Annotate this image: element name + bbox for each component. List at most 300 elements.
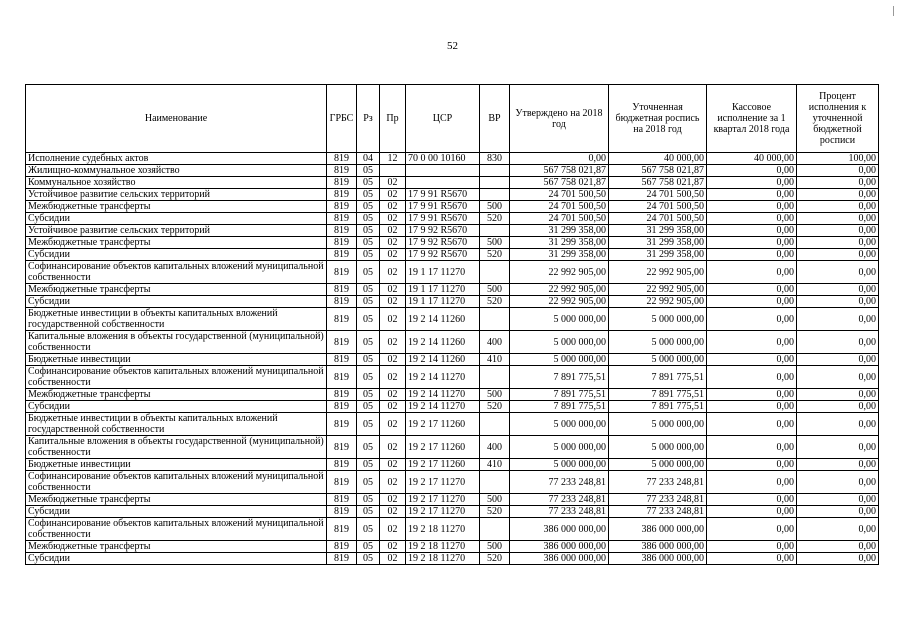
cell-vr: 500: [480, 541, 510, 553]
cell-refined: 7 891 775,51: [609, 389, 707, 401]
cell-percent: 0,00: [797, 518, 879, 541]
cell-cash: 0,00: [707, 436, 797, 459]
cell-percent: 0,00: [797, 213, 879, 225]
header-cash: Кассовое исполнение за 1 квартал 2018 года: [707, 85, 797, 153]
table-row: [26, 296, 879, 308]
cell-name: Устойчивое развитие сельских территорий: [26, 225, 327, 237]
cell-rz: 05: [357, 541, 380, 553]
cell-approved: 22 992 905,00: [510, 284, 609, 296]
cell-pr: 02: [380, 389, 406, 401]
cell-vr: [480, 165, 510, 177]
cell-refined: 386 000 000,00: [609, 518, 707, 541]
cell-pr: 02: [380, 189, 406, 201]
table-row: [26, 177, 879, 189]
cell-rz: 05: [357, 354, 380, 366]
cell-vr: 500: [480, 389, 510, 401]
cell-rz: 05: [357, 177, 380, 189]
cell-pr: 02: [380, 296, 406, 308]
cell-refined: 31 299 358,00: [609, 237, 707, 249]
cell-approved: 24 701 500,50: [510, 201, 609, 213]
cell-refined: 24 701 500,50: [609, 189, 707, 201]
cell-approved: 22 992 905,00: [510, 296, 609, 308]
cell-rz: 05: [357, 284, 380, 296]
cell-name: Субсидии: [26, 296, 327, 308]
table-row: [26, 354, 879, 366]
cell-percent: 0,00: [797, 494, 879, 506]
cell-cash: 0,00: [707, 249, 797, 261]
cell-approved: 567 758 021,87: [510, 177, 609, 189]
cell-name: Межбюджетные трансферты: [26, 494, 327, 506]
cell-percent: 0,00: [797, 541, 879, 553]
cell-pr: [380, 165, 406, 177]
cell-vr: 400: [480, 331, 510, 354]
cell-refined: 24 701 500,50: [609, 201, 707, 213]
cell-pr: 02: [380, 201, 406, 213]
cell-cash: 0,00: [707, 506, 797, 518]
cell-pr: 02: [380, 506, 406, 518]
header-refined: Уточненная бюджетная роспись на 2018 год: [609, 85, 707, 153]
cell-rz: 05: [357, 249, 380, 261]
cell-percent: 0,00: [797, 413, 879, 436]
cell-approved: 5 000 000,00: [510, 436, 609, 459]
cell-rz: 05: [357, 331, 380, 354]
cell-percent: 0,00: [797, 471, 879, 494]
cell-approved: 24 701 500,50: [510, 189, 609, 201]
cell-grbs: 819: [327, 366, 357, 389]
cell-csr: 19 2 14 11270: [406, 366, 480, 389]
cell-cash: 0,00: [707, 189, 797, 201]
cell-cash: 0,00: [707, 284, 797, 296]
cell-cash: 0,00: [707, 165, 797, 177]
cell-csr: 19 2 18 11270: [406, 541, 480, 553]
cell-vr: 400: [480, 436, 510, 459]
cell-csr: 19 2 17 11270: [406, 494, 480, 506]
cell-cash: 0,00: [707, 177, 797, 189]
cell-cash: 0,00: [707, 213, 797, 225]
cell-csr: 19 2 14 11260: [406, 354, 480, 366]
cell-vr: 520: [480, 213, 510, 225]
cell-refined: 77 233 248,81: [609, 494, 707, 506]
cell-percent: 100,00: [797, 153, 879, 165]
cell-refined: 386 000 000,00: [609, 553, 707, 565]
cell-percent: 0,00: [797, 165, 879, 177]
cell-csr: 70 0 00 10160: [406, 153, 480, 165]
cell-name: Капитальные вложения в объекты государственной (муниципальной) собственности: [26, 331, 327, 354]
cell-approved: 5 000 000,00: [510, 413, 609, 436]
header-percent: Процент исполнения к уточненной бюджетной росписи: [797, 85, 879, 153]
cell-name: Межбюджетные трансферты: [26, 541, 327, 553]
cell-percent: 0,00: [797, 261, 879, 284]
cell-approved: 31 299 358,00: [510, 249, 609, 261]
cell-percent: 0,00: [797, 459, 879, 471]
cell-csr: 17 9 92 R5670: [406, 225, 480, 237]
cell-approved: 5 000 000,00: [510, 308, 609, 331]
cell-name: Субсидии: [26, 553, 327, 565]
cell-pr: 02: [380, 366, 406, 389]
cell-approved: 31 299 358,00: [510, 225, 609, 237]
cell-grbs: 819: [327, 331, 357, 354]
cell-vr: [480, 471, 510, 494]
table-body: [26, 153, 879, 565]
cell-vr: 520: [480, 296, 510, 308]
cell-grbs: 819: [327, 459, 357, 471]
cell-percent: 0,00: [797, 553, 879, 565]
cell-pr: 02: [380, 436, 406, 459]
table-row: [26, 518, 879, 541]
cell-name: Межбюджетные трансферты: [26, 201, 327, 213]
cell-name: Межбюджетные трансферты: [26, 237, 327, 249]
cell-refined: 5 000 000,00: [609, 331, 707, 354]
cell-vr: 500: [480, 494, 510, 506]
cell-rz: 05: [357, 389, 380, 401]
cell-pr: 02: [380, 413, 406, 436]
cell-rz: 05: [357, 261, 380, 284]
cell-cash: 40 000,00: [707, 153, 797, 165]
table-row: [26, 284, 879, 296]
cell-name: Софинансирование объектов капитальных вложений муниципальной собственности: [26, 518, 327, 541]
cell-rz: 05: [357, 366, 380, 389]
cell-percent: 0,00: [797, 401, 879, 413]
cell-rz: 05: [357, 165, 380, 177]
cell-cash: 0,00: [707, 237, 797, 249]
cell-refined: 5 000 000,00: [609, 308, 707, 331]
cell-grbs: 819: [327, 284, 357, 296]
cell-name: Субсидии: [26, 213, 327, 225]
table-row: [26, 261, 879, 284]
cell-rz: 05: [357, 401, 380, 413]
cell-approved: 386 000 000,00: [510, 553, 609, 565]
cell-csr: 19 2 18 11270: [406, 553, 480, 565]
cell-percent: 0,00: [797, 436, 879, 459]
cell-rz: 05: [357, 471, 380, 494]
cell-csr: 19 2 17 11260: [406, 413, 480, 436]
cell-vr: [480, 189, 510, 201]
table-row: [26, 213, 879, 225]
cell-vr: 520: [480, 249, 510, 261]
header-rz: Рз: [357, 85, 380, 153]
cell-name: Субсидии: [26, 506, 327, 518]
cell-pr: 02: [380, 541, 406, 553]
table-row: [26, 189, 879, 201]
cell-percent: 0,00: [797, 189, 879, 201]
cell-vr: 520: [480, 553, 510, 565]
cell-csr: [406, 165, 480, 177]
cell-rz: 05: [357, 459, 380, 471]
cell-pr: 02: [380, 308, 406, 331]
cell-name: Софинансирование объектов капитальных вложений муниципальной собственности: [26, 366, 327, 389]
cell-approved: 7 891 775,51: [510, 389, 609, 401]
cell-percent: 0,00: [797, 249, 879, 261]
budget-execution-table: [25, 84, 879, 565]
header-name: Наименование: [26, 85, 327, 153]
cell-pr: 02: [380, 553, 406, 565]
cell-rz: 05: [357, 237, 380, 249]
cell-vr: 410: [480, 354, 510, 366]
cell-grbs: 819: [327, 518, 357, 541]
header-approved: Утверждено на 2018 год: [510, 85, 609, 153]
table-row: [26, 553, 879, 565]
table-row: [26, 436, 879, 459]
cell-vr: 410: [480, 459, 510, 471]
cell-grbs: 819: [327, 237, 357, 249]
page-number: 52: [447, 40, 458, 52]
cell-grbs: 819: [327, 296, 357, 308]
cell-name: Капитальные вложения в объекты государственной (муниципальной) собственности: [26, 436, 327, 459]
cell-refined: 567 758 021,87: [609, 165, 707, 177]
cell-vr: [480, 261, 510, 284]
cell-cash: 0,00: [707, 225, 797, 237]
cell-csr: 19 2 17 11260: [406, 436, 480, 459]
cell-vr: [480, 413, 510, 436]
table-row: [26, 225, 879, 237]
cell-grbs: 819: [327, 553, 357, 565]
cell-pr: 02: [380, 354, 406, 366]
cell-csr: 17 9 92 R5670: [406, 249, 480, 261]
cell-percent: 0,00: [797, 237, 879, 249]
cell-name: Бюджетные инвестиции в объекты капитальных вложений государственной собственности: [26, 413, 327, 436]
cell-cash: 0,00: [707, 261, 797, 284]
cell-csr: 19 2 14 11270: [406, 389, 480, 401]
cell-vr: [480, 308, 510, 331]
cell-rz: 05: [357, 189, 380, 201]
cell-csr: 19 1 17 11270: [406, 261, 480, 284]
cell-refined: 5 000 000,00: [609, 459, 707, 471]
cell-approved: 5 000 000,00: [510, 354, 609, 366]
cell-percent: 0,00: [797, 331, 879, 354]
cell-refined: 7 891 775,51: [609, 366, 707, 389]
cell-csr: 19 2 14 11260: [406, 308, 480, 331]
cell-percent: 0,00: [797, 354, 879, 366]
cell-vr: [480, 225, 510, 237]
cell-refined: 5 000 000,00: [609, 354, 707, 366]
cell-rz: 05: [357, 553, 380, 565]
cell-approved: 386 000 000,00: [510, 518, 609, 541]
cell-grbs: 819: [327, 471, 357, 494]
cell-cash: 0,00: [707, 401, 797, 413]
cell-refined: 77 233 248,81: [609, 471, 707, 494]
table-row: [26, 459, 879, 471]
cell-vr: [480, 177, 510, 189]
cell-approved: 22 992 905,00: [510, 261, 609, 284]
cell-percent: 0,00: [797, 225, 879, 237]
cell-vr: 500: [480, 284, 510, 296]
cell-grbs: 819: [327, 165, 357, 177]
cell-csr: 17 9 91 R5670: [406, 189, 480, 201]
cell-csr: 19 2 17 11270: [406, 471, 480, 494]
header-vr: ВР: [480, 85, 510, 153]
cell-percent: 0,00: [797, 177, 879, 189]
header-csr: ЦСР: [406, 85, 480, 153]
cell-vr: 500: [480, 237, 510, 249]
cell-approved: 31 299 358,00: [510, 237, 609, 249]
table-row: [26, 389, 879, 401]
cell-pr: 02: [380, 401, 406, 413]
cell-cash: 0,00: [707, 308, 797, 331]
cell-refined: 40 000,00: [609, 153, 707, 165]
cell-csr: 19 2 14 11260: [406, 331, 480, 354]
cell-name: Субсидии: [26, 401, 327, 413]
cell-pr: 02: [380, 249, 406, 261]
cell-cash: 0,00: [707, 471, 797, 494]
cell-pr: 02: [380, 213, 406, 225]
cell-name: Субсидии: [26, 249, 327, 261]
cell-csr: 17 9 91 R5670: [406, 201, 480, 213]
cell-name: Межбюджетные трансферты: [26, 284, 327, 296]
cell-grbs: 819: [327, 541, 357, 553]
cell-name: Бюджетные инвестиции в объекты капитальных вложений государственной собственности: [26, 308, 327, 331]
table-row: [26, 471, 879, 494]
cell-refined: 31 299 358,00: [609, 225, 707, 237]
cell-pr: 02: [380, 494, 406, 506]
cell-pr: 02: [380, 261, 406, 284]
cell-rz: 05: [357, 413, 380, 436]
cell-pr: 02: [380, 177, 406, 189]
cell-grbs: 819: [327, 354, 357, 366]
cell-cash: 0,00: [707, 459, 797, 471]
table-row: [26, 366, 879, 389]
cell-pr: 12: [380, 153, 406, 165]
cell-grbs: 819: [327, 249, 357, 261]
cell-cash: 0,00: [707, 201, 797, 213]
table-row: [26, 331, 879, 354]
cell-cash: 0,00: [707, 494, 797, 506]
cell-percent: 0,00: [797, 296, 879, 308]
cell-grbs: 819: [327, 201, 357, 213]
cell-cash: 0,00: [707, 518, 797, 541]
cell-refined: 24 701 500,50: [609, 213, 707, 225]
cell-csr: 19 1 17 11270: [406, 296, 480, 308]
cell-name: Софинансирование объектов капитальных вложений муниципальной собственности: [26, 471, 327, 494]
cell-rz: 05: [357, 436, 380, 459]
table-header-row: [26, 85, 879, 153]
cell-name: Устойчивое развитие сельских территорий: [26, 189, 327, 201]
cell-name: Жилищно-коммунальное хозяйство: [26, 165, 327, 177]
cell-pr: 02: [380, 237, 406, 249]
cell-approved: 7 891 775,51: [510, 366, 609, 389]
cell-grbs: 819: [327, 189, 357, 201]
cell-cash: 0,00: [707, 413, 797, 436]
cell-refined: 22 992 905,00: [609, 261, 707, 284]
cell-refined: 22 992 905,00: [609, 284, 707, 296]
cell-pr: 02: [380, 518, 406, 541]
cell-rz: 05: [357, 506, 380, 518]
table-row: [26, 308, 879, 331]
cell-grbs: 819: [327, 153, 357, 165]
cell-grbs: 819: [327, 436, 357, 459]
cell-approved: 0,00: [510, 153, 609, 165]
cell-rz: 05: [357, 308, 380, 331]
cell-percent: 0,00: [797, 284, 879, 296]
cell-pr: 02: [380, 471, 406, 494]
cell-percent: 0,00: [797, 308, 879, 331]
cell-refined: 31 299 358,00: [609, 249, 707, 261]
cell-percent: 0,00: [797, 366, 879, 389]
cell-refined: 386 000 000,00: [609, 541, 707, 553]
cell-refined: 77 233 248,81: [609, 506, 707, 518]
table-row: [26, 249, 879, 261]
cell-name: Бюджетные инвестиции: [26, 354, 327, 366]
cell-refined: 7 891 775,51: [609, 401, 707, 413]
cell-refined: 567 758 021,87: [609, 177, 707, 189]
cell-name: Исполнение судебных актов: [26, 153, 327, 165]
cell-rz: 05: [357, 213, 380, 225]
cell-grbs: 819: [327, 494, 357, 506]
cell-approved: 7 891 775,51: [510, 401, 609, 413]
cell-approved: 24 701 500,50: [510, 213, 609, 225]
cell-rz: 05: [357, 225, 380, 237]
cell-approved: 386 000 000,00: [510, 541, 609, 553]
cell-percent: 0,00: [797, 201, 879, 213]
table-row: [26, 165, 879, 177]
cell-name: Коммунальное хозяйство: [26, 177, 327, 189]
cell-grbs: 819: [327, 389, 357, 401]
table-row: [26, 413, 879, 436]
cell-name: Бюджетные инвестиции: [26, 459, 327, 471]
cell-vr: 520: [480, 506, 510, 518]
cell-approved: 77 233 248,81: [510, 506, 609, 518]
cell-name: Межбюджетные трансферты: [26, 389, 327, 401]
cell-pr: 02: [380, 459, 406, 471]
cell-percent: 0,00: [797, 506, 879, 518]
cell-grbs: 819: [327, 506, 357, 518]
cell-cash: 0,00: [707, 354, 797, 366]
table-row: [26, 506, 879, 518]
cell-grbs: 819: [327, 413, 357, 436]
cell-cash: 0,00: [707, 366, 797, 389]
cell-approved: 77 233 248,81: [510, 471, 609, 494]
cell-pr: 02: [380, 284, 406, 296]
cell-approved: 77 233 248,81: [510, 494, 609, 506]
table-row: [26, 153, 879, 165]
cell-grbs: 819: [327, 225, 357, 237]
cell-cash: 0,00: [707, 296, 797, 308]
table-row: [26, 401, 879, 413]
cell-grbs: 819: [327, 177, 357, 189]
cell-grbs: 819: [327, 213, 357, 225]
cell-rz: 05: [357, 201, 380, 213]
scan-edge-mark: [893, 6, 894, 16]
cell-vr: [480, 518, 510, 541]
cell-cash: 0,00: [707, 331, 797, 354]
header-grbs: ГРБС: [327, 85, 357, 153]
cell-approved: 5 000 000,00: [510, 459, 609, 471]
cell-approved: 567 758 021,87: [510, 165, 609, 177]
cell-grbs: 819: [327, 308, 357, 331]
cell-name: Софинансирование объектов капитальных вложений муниципальной собственности: [26, 261, 327, 284]
table-row: [26, 541, 879, 553]
table-row: [26, 237, 879, 249]
cell-vr: 520: [480, 401, 510, 413]
cell-vr: 830: [480, 153, 510, 165]
cell-grbs: 819: [327, 261, 357, 284]
cell-cash: 0,00: [707, 389, 797, 401]
cell-csr: 19 2 14 11270: [406, 401, 480, 413]
cell-refined: 5 000 000,00: [609, 413, 707, 436]
cell-percent: 0,00: [797, 389, 879, 401]
cell-vr: 500: [480, 201, 510, 213]
table-row: [26, 494, 879, 506]
cell-cash: 0,00: [707, 541, 797, 553]
cell-pr: 02: [380, 331, 406, 354]
header-pr: Пр: [380, 85, 406, 153]
cell-rz: 05: [357, 494, 380, 506]
cell-grbs: 819: [327, 401, 357, 413]
cell-cash: 0,00: [707, 553, 797, 565]
cell-refined: 5 000 000,00: [609, 436, 707, 459]
cell-csr: 19 2 17 11260: [406, 459, 480, 471]
cell-csr: 19 1 17 11270: [406, 284, 480, 296]
cell-csr: 17 9 92 R5670: [406, 237, 480, 249]
